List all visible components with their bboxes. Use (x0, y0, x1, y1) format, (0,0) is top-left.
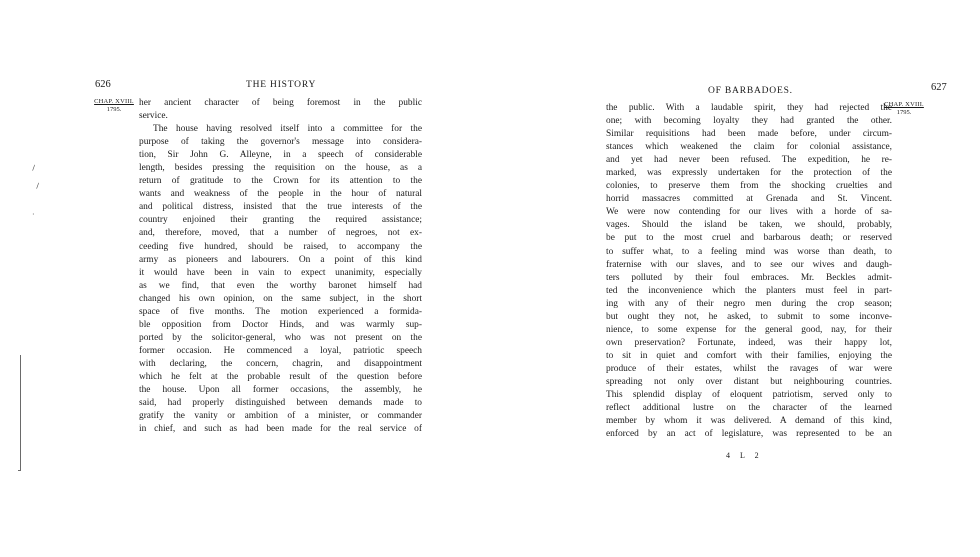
text-line: ceeding five hundred, should be raised, to accompany the (139, 241, 422, 252)
ink-smudge: – (24, 162, 41, 173)
running-head: OF BARBADOES. (708, 86, 793, 96)
scan-edge-tick (18, 470, 21, 471)
text-line: the public. With a laudable spirit, they had rejected the (606, 103, 892, 113)
text-line: horrid massacres committed at Grenada and St. Vincent. (606, 194, 892, 205)
text-line: and yet had never been refused. The expedition, he re- (606, 155, 892, 166)
text-line: ters polluted by their foul embraces. Mr. Beckles admit- (606, 272, 892, 283)
text-line: tion, Sir John G. Alleyne, in a speech of considerable (139, 150, 422, 161)
text-line: enforced by an act of legislature, was represented to be an (606, 429, 892, 440)
text-line: reflect additional lustre on the character of the learned (606, 403, 892, 414)
text-line: fraternise with our slaves, and to see our wives and daugh- (606, 259, 892, 270)
text-line: This splendid display of eloquent patriotism, served only to (606, 390, 892, 401)
text-line: vages. Should the island be taken, we should, probably, (606, 220, 892, 231)
left-body-text (139, 97, 422, 436)
text-line: ported by the solicitor-general, who was not present on the (139, 332, 422, 343)
text-line: wants and weakness of the people in the hour of natural (139, 189, 422, 200)
margin-year: 1795. (896, 109, 912, 116)
text-line: to sit in quiet and comfort with their families, enjoying the (606, 350, 892, 361)
text-line: own preservation? Fortunate, indeed, was their happy lot, (606, 337, 892, 348)
page-number: 627 (931, 82, 947, 93)
text-line: army as pioneers and labourers. On a point of this kind (139, 254, 422, 265)
text-line: ing with any of their negro men during the crop season; (606, 298, 892, 309)
text-line: and political distress, insisted that the true interests of the (139, 202, 422, 213)
text-line: the house. Upon all former occasions, the assembly, he (139, 385, 422, 396)
text-line: The house having resolved itself into a committee for the (153, 124, 422, 135)
text-line: space of five months. The motion experienced a formida- (139, 306, 422, 317)
text-line: ted the inconvenience which the planters must feel in part- (606, 285, 892, 296)
text-line: spreading not only over distant but neighbouring countries. (606, 376, 892, 387)
margin-year: 1795. (106, 106, 122, 113)
running-head: THE HISTORY (246, 80, 317, 90)
text-line: country enjoined their granting the required assistance; (139, 215, 422, 226)
ink-smudge: · (32, 210, 35, 219)
text-line: one; with becoming loyalty they had granted the other. (606, 116, 892, 127)
text-line: in chief, and such as had been made for the real service of (139, 424, 422, 435)
text-line: member by whom it was delivered. A demand of this kind, (606, 416, 892, 427)
right-page (490, 0, 980, 557)
text-line: colonies, to preserve them from the shocking cruelties and (606, 181, 892, 192)
text-line: and, therefore, moved, that a number of negroes, not ex- (139, 228, 422, 239)
text-line: produce of their estates, whilst the ravages of war were (606, 363, 892, 374)
text-line: return of gratitude to the Crown for its attention to the (139, 176, 422, 187)
text-line: her ancient character of being foremost in the public (139, 98, 422, 108)
page-number: 626 (95, 79, 111, 90)
text-line: as we find, that even the worthy baronet himself had (139, 280, 422, 291)
text-line: which he felt at the probable result of the question before (139, 371, 422, 382)
text-line: stances which weakened the claim for colonial assistance, (606, 142, 892, 153)
text-line: former occasion. He commenced a loyal, patriotic speech (139, 345, 422, 356)
text-line: but ought they not, he asked, to submit to some inconve- (606, 311, 892, 322)
margin-chapter: CHAP. XVIII. (884, 101, 924, 108)
text-line: it would have been in vain to expect unanimity, especially (139, 267, 422, 278)
text-line: nience, to some expense for the general good, nay, for their (606, 324, 892, 335)
margin-chapter: CHAP. XVIII. (94, 98, 134, 105)
text-line: We were now contending for our lives with a horde of sa- (606, 207, 892, 218)
text-line: to suffer what, to a feeling mind was worse than death, to (606, 246, 892, 257)
text-line: changed his own opinion, on the same subject, in the short (139, 293, 422, 304)
text-line: gratify the vanity or ambition of a minister, or commander (139, 411, 422, 422)
ink-smudge: – (28, 180, 45, 191)
right-body-text (606, 102, 892, 441)
signature-mark: 4 L 2 (726, 451, 763, 460)
text-line: purpose of taking the governor's message into considera- (139, 137, 422, 148)
text-line: be put to the most cruel and barbarous death; or reserved (606, 233, 892, 244)
text-line: Similar requisitions had been made before, under circum- (606, 129, 892, 140)
text-line: with declaring, the concern, chagrin, and disappointment (139, 358, 422, 369)
text-line: marked, was expressly undertaken for the protection of the (606, 168, 892, 179)
text-line: service. (139, 111, 168, 122)
text-line: said, had properly distinguished between demands made to (139, 398, 422, 409)
text-line: length, besides pressing the requisition on the house, as a (139, 163, 422, 174)
scan-edge-mark (20, 355, 21, 470)
text-line: ble opposition from Doctor Hinds, and was warmly sup- (139, 319, 422, 330)
margin-note (93, 98, 135, 114)
